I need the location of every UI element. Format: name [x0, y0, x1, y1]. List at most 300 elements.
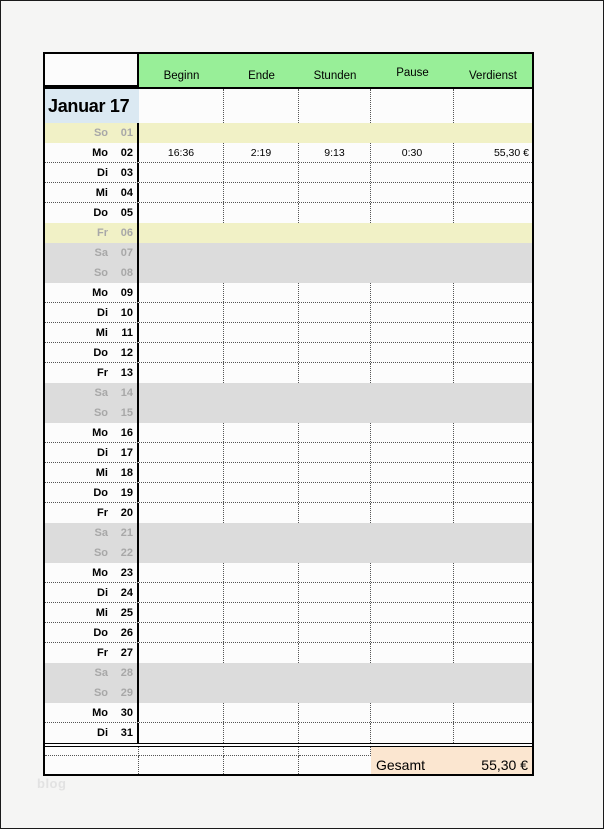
cell-pause[interactable]: [371, 543, 454, 563]
cell-beginn[interactable]: [139, 303, 224, 322]
cell-stunden[interactable]: [299, 223, 371, 243]
cell-pause[interactable]: [371, 323, 454, 342]
footer-cell[interactable]: [299, 756, 371, 774]
table-row: [45, 423, 532, 443]
cell-beginn[interactable]: [139, 703, 224, 722]
day-number: 09: [120, 286, 133, 299]
cell-stunden[interactable]: [299, 663, 371, 683]
footer-cell[interactable]: [224, 756, 299, 774]
cell-beginn[interactable]: [139, 423, 224, 442]
total-value[interactable]: 55,30 €: [454, 756, 532, 774]
cell-ende[interactable]: [224, 523, 299, 543]
day-abbrev: So: [93, 127, 108, 139]
cell-stunden[interactable]: [299, 123, 371, 143]
day-abbrev: Do: [93, 486, 108, 499]
cell-pause[interactable]: [371, 683, 454, 703]
table-row: [45, 643, 532, 663]
day-label-cell[interactable]: [45, 643, 139, 663]
day-label-cell[interactable]: [45, 703, 139, 722]
day-label-cell[interactable]: [45, 463, 139, 482]
column-header-ende[interactable]: Ende: [248, 70, 275, 82]
watermark: blog: [37, 776, 67, 791]
cell-verdienst[interactable]: [454, 603, 532, 622]
cell-verdienst[interactable]: [454, 163, 532, 182]
cell-beginn[interactable]: [139, 403, 224, 423]
day-abbrev: Mo: [92, 426, 108, 439]
cell-verdienst[interactable]: [454, 623, 532, 642]
day-label-cell[interactable]: [45, 623, 139, 642]
cell-ende[interactable]: [224, 243, 299, 263]
month-row-cell[interactable]: [139, 89, 224, 123]
cell-ende[interactable]: [224, 323, 299, 342]
cell-verdienst[interactable]: [454, 243, 532, 263]
cell-verdienst[interactable]: [454, 403, 532, 423]
cell-pause[interactable]: [371, 463, 454, 482]
cell-stunden[interactable]: [299, 263, 371, 283]
cell-beginn[interactable]: [139, 543, 224, 563]
table-row: [45, 283, 532, 303]
day-number: 08: [120, 267, 133, 279]
table-row: [45, 163, 532, 183]
table-row: [45, 443, 532, 463]
day-abbrev: Sa: [94, 667, 108, 679]
cell-ende[interactable]: [224, 383, 299, 403]
cell-stunden[interactable]: [299, 303, 371, 322]
day-number: 24: [120, 586, 133, 599]
day-abbrev: Fr: [97, 647, 108, 659]
day-label-cell[interactable]: [45, 363, 139, 383]
day-abbrev: Sa: [94, 527, 108, 539]
cell-ende[interactable]: [224, 163, 299, 182]
cell-pause[interactable]: 0:30: [371, 143, 454, 162]
month-row-cell[interactable]: [224, 89, 299, 123]
cell-beginn[interactable]: [139, 223, 224, 243]
cell-pause[interactable]: [371, 203, 454, 223]
cell-pause[interactable]: [371, 223, 454, 243]
cell-pause[interactable]: [371, 603, 454, 622]
cell-stunden[interactable]: [299, 623, 371, 642]
day-number: 06: [120, 227, 133, 239]
cell-stunden[interactable]: [299, 323, 371, 342]
cell-stunden[interactable]: [299, 383, 371, 403]
day-number: 29: [120, 687, 133, 699]
table-row: [45, 303, 532, 323]
day-number: 20: [120, 507, 133, 519]
cell-stunden[interactable]: [299, 363, 371, 383]
cell-stunden[interactable]: [299, 163, 371, 182]
day-abbrev: Do: [93, 626, 108, 639]
day-label-cell[interactable]: [45, 343, 139, 362]
day-label-cell[interactable]: [45, 543, 139, 563]
cell-ende[interactable]: [224, 443, 299, 462]
cell-pause[interactable]: [371, 583, 454, 602]
cell-beginn[interactable]: [139, 563, 224, 582]
day-abbrev: Di: [97, 727, 108, 739]
day-label-cell[interactable]: [45, 583, 139, 602]
cell-beginn[interactable]: [139, 363, 224, 383]
cell-beginn[interactable]: [139, 283, 224, 302]
day-abbrev: Sa: [94, 387, 108, 399]
day-number: 14: [120, 387, 133, 399]
cell-ende[interactable]: [224, 303, 299, 322]
cell-ende[interactable]: [224, 683, 299, 703]
day-abbrev: So: [93, 547, 108, 559]
table-row: [45, 703, 532, 723]
cell-pause[interactable]: [371, 383, 454, 403]
column-header-verdienst[interactable]: Verdienst: [469, 70, 517, 82]
cell-ende[interactable]: [224, 723, 299, 743]
day-abbrev: Sa: [94, 247, 108, 259]
day-label-cell[interactable]: [45, 223, 139, 243]
cell-ende[interactable]: [224, 283, 299, 302]
cell-ende[interactable]: [224, 563, 299, 582]
cell-stunden[interactable]: [299, 563, 371, 582]
day-number: 30: [120, 706, 133, 719]
day-abbrev: Mo: [92, 706, 108, 719]
table-row: [45, 623, 532, 643]
cell-verdienst[interactable]: [454, 183, 532, 202]
table-row: [45, 483, 532, 503]
cell-stunden[interactable]: [299, 423, 371, 442]
cell-stunden[interactable]: [299, 403, 371, 423]
cell-stunden[interactable]: [299, 343, 371, 362]
day-number: 02: [120, 146, 133, 159]
month-row-cell[interactable]: [371, 89, 454, 123]
table-row: [45, 463, 532, 483]
day-label-cell[interactable]: [45, 663, 139, 683]
cell-verdienst[interactable]: [454, 683, 532, 703]
table-row: [45, 183, 532, 203]
day-label-cell[interactable]: [45, 383, 139, 403]
cell-ende[interactable]: [224, 183, 299, 202]
day-label-cell[interactable]: [45, 323, 139, 342]
column-header-row: [43, 52, 534, 89]
day-label-cell[interactable]: [45, 203, 139, 223]
cell-stunden[interactable]: [299, 603, 371, 622]
day-number: 10: [120, 306, 133, 319]
day-label-cell[interactable]: [45, 443, 139, 462]
day-label-cell[interactable]: [45, 403, 139, 423]
cell-beginn[interactable]: [139, 263, 224, 283]
day-number: 31: [120, 727, 133, 739]
cell-stunden[interactable]: [299, 503, 371, 523]
cell-ende[interactable]: [224, 263, 299, 283]
cell-verdienst[interactable]: [454, 703, 532, 722]
day-number: 04: [120, 186, 133, 199]
day-number: 22: [120, 547, 133, 559]
day-abbrev: Fr: [97, 507, 108, 519]
day-label-cell[interactable]: [45, 263, 139, 283]
cell-stunden[interactable]: [299, 543, 371, 563]
table-row: [45, 263, 532, 283]
cell-stunden[interactable]: [299, 583, 371, 602]
cell-ende[interactable]: [224, 483, 299, 502]
cell-ende[interactable]: 2:19: [224, 143, 299, 162]
cell-beginn[interactable]: [139, 623, 224, 642]
day-number: 23: [120, 566, 133, 579]
table-row: [45, 583, 532, 603]
column-header-beginn[interactable]: Beginn: [163, 70, 200, 82]
table-row: [45, 143, 532, 163]
cell-beginn[interactable]: [139, 123, 224, 143]
cell-pause[interactable]: [371, 283, 454, 302]
cell-pause[interactable]: [371, 663, 454, 683]
cell-verdienst[interactable]: [454, 523, 532, 543]
cell-ende[interactable]: [224, 623, 299, 642]
cell-verdienst[interactable]: [454, 583, 532, 602]
cell-beginn[interactable]: [139, 463, 224, 482]
cell-stunden[interactable]: 9:13: [299, 143, 371, 162]
table-row: [45, 383, 532, 403]
cell-stunden[interactable]: [299, 243, 371, 263]
table-row: [45, 203, 532, 223]
table-row: [45, 523, 532, 543]
day-number: 27: [120, 647, 133, 659]
cell-verdienst[interactable]: [454, 363, 532, 383]
cell-stunden[interactable]: [299, 723, 371, 743]
day-abbrev: Do: [93, 346, 108, 359]
day-abbrev: So: [93, 407, 108, 419]
day-abbrev: Di: [97, 306, 108, 319]
cell-verdienst[interactable]: [454, 123, 532, 143]
day-label-cell[interactable]: [45, 243, 139, 263]
cell-ende[interactable]: [224, 583, 299, 602]
day-number: 01: [120, 127, 133, 139]
day-abbrev: So: [93, 267, 108, 279]
cell-verdienst[interactable]: [454, 203, 532, 223]
cell-beginn[interactable]: [139, 603, 224, 622]
month-row-cell[interactable]: [299, 89, 371, 123]
day-label-cell[interactable]: [45, 503, 139, 523]
day-label-cell[interactable]: [45, 163, 139, 182]
cell-verdienst[interactable]: [454, 263, 532, 283]
cell-pause[interactable]: [371, 423, 454, 442]
cell-beginn[interactable]: 16:36: [139, 143, 224, 162]
cell-verdienst[interactable]: [454, 343, 532, 362]
day-abbrev: Di: [97, 586, 108, 599]
cell-beginn[interactable]: [139, 203, 224, 223]
cell-verdienst[interactable]: 55,30 €: [493, 146, 529, 159]
cell-pause[interactable]: [371, 123, 454, 143]
day-abbrev: Mo: [92, 146, 108, 159]
cell-ende[interactable]: [224, 123, 299, 143]
table-row: [45, 343, 532, 363]
cell-verdienst[interactable]: [454, 223, 532, 243]
day-abbrev: So: [93, 687, 108, 699]
day-number: 11: [121, 326, 133, 339]
day-number: 19: [120, 486, 133, 499]
cell-beginn[interactable]: [139, 443, 224, 462]
day-abbrev: Do: [93, 207, 108, 219]
day-label-cell[interactable]: [45, 123, 139, 143]
month-title[interactable]: Januar 17: [45, 89, 139, 123]
day-number: 18: [120, 466, 133, 479]
day-abbrev: Di: [97, 166, 108, 179]
total-label[interactable]: Gesamt: [371, 756, 454, 774]
cell-stunden[interactable]: [299, 183, 371, 202]
table-body: [43, 89, 534, 776]
day-abbrev: Mi: [95, 606, 108, 619]
cell-verdienst[interactable]: [454, 723, 532, 743]
cell-verdienst[interactable]: [454, 463, 532, 482]
day-abbrev: Mi: [95, 326, 108, 339]
cell-pause[interactable]: [371, 523, 454, 543]
cell-beginn[interactable]: [139, 343, 224, 362]
day-abbrev: Di: [97, 446, 108, 459]
cell-pause[interactable]: [371, 703, 454, 722]
cell-beginn[interactable]: [139, 643, 224, 663]
cell-pause[interactable]: [371, 363, 454, 383]
footer-cell[interactable]: [224, 747, 299, 756]
cell-beginn[interactable]: [139, 323, 224, 342]
day-label-cell[interactable]: [45, 723, 139, 743]
day-abbrev: Fr: [97, 227, 108, 239]
cell-stunden[interactable]: [299, 483, 371, 502]
cell-ende[interactable]: [224, 463, 299, 482]
day-label-cell[interactable]: [45, 563, 139, 582]
day-number: 28: [120, 667, 133, 679]
cell-ende[interactable]: [224, 663, 299, 683]
cell-stunden[interactable]: [299, 203, 371, 223]
cell-verdienst[interactable]: [454, 483, 532, 502]
timesheet-table: [43, 52, 534, 776]
table-row: [45, 603, 532, 623]
cell-beginn[interactable]: [139, 183, 224, 202]
table-row: [45, 363, 532, 383]
cell-verdienst[interactable]: [454, 383, 532, 403]
corner-cell[interactable]: [43, 52, 139, 87]
column-header-band: [139, 52, 534, 87]
cell-pause[interactable]: [371, 723, 454, 743]
cell-beginn[interactable]: [139, 683, 224, 703]
day-label-cell[interactable]: [45, 523, 139, 543]
footer-cell[interactable]: [45, 747, 139, 756]
day-number: 15: [120, 407, 133, 419]
cell-verdienst[interactable]: [454, 423, 532, 442]
cell-verdienst[interactable]: [454, 303, 532, 322]
cell-pause[interactable]: [371, 563, 454, 582]
day-number: 13: [120, 367, 133, 379]
cell-ende[interactable]: [224, 343, 299, 362]
cell-ende[interactable]: [224, 403, 299, 423]
cell-stunden[interactable]: [299, 683, 371, 703]
column-header-pause[interactable]: Pause: [396, 67, 429, 79]
day-number: 26: [120, 626, 133, 639]
cell-stunden[interactable]: [299, 523, 371, 543]
table-row: [45, 123, 532, 143]
cell-ende[interactable]: [224, 363, 299, 383]
cell-pause[interactable]: [371, 403, 454, 423]
cell-verdienst[interactable]: [454, 543, 532, 563]
cell-ende[interactable]: [224, 643, 299, 663]
cell-ende[interactable]: [224, 423, 299, 442]
cell-pause[interactable]: [371, 483, 454, 502]
cell-pause[interactable]: [371, 163, 454, 182]
month-row: [45, 89, 532, 123]
cell-beginn[interactable]: [139, 523, 224, 543]
day-label-cell[interactable]: [45, 283, 139, 302]
footer-cell[interactable]: [45, 756, 139, 774]
table-row: [45, 243, 532, 263]
day-label-cell[interactable]: [45, 303, 139, 322]
cell-ende[interactable]: [224, 223, 299, 243]
table-row: [45, 723, 532, 743]
cell-beginn[interactable]: [139, 483, 224, 502]
day-abbrev: Mo: [92, 286, 108, 299]
cell-beginn[interactable]: [139, 163, 224, 182]
day-rows: [45, 123, 532, 743]
table-row: [45, 563, 532, 583]
day-number: 21: [120, 527, 133, 539]
cell-verdienst[interactable]: [454, 563, 532, 582]
cell-ende[interactable]: [224, 703, 299, 722]
cell-stunden[interactable]: [299, 443, 371, 462]
month-row-cell[interactable]: [454, 89, 532, 123]
cell-pause[interactable]: [371, 643, 454, 663]
cell-verdienst[interactable]: [454, 443, 532, 462]
table-row: [45, 223, 532, 243]
table-row: [45, 663, 532, 683]
footer-cell[interactable]: [139, 756, 224, 774]
cell-verdienst[interactable]: [454, 663, 532, 683]
footer-cell[interactable]: [139, 747, 224, 756]
cell-stunden[interactable]: [299, 703, 371, 722]
cell-pause[interactable]: [371, 303, 454, 322]
cell-ende[interactable]: [224, 543, 299, 563]
day-number: 25: [120, 606, 133, 619]
footer-cell[interactable]: [299, 747, 371, 756]
day-label-cell[interactable]: [45, 683, 139, 703]
footer-cell[interactable]: [371, 747, 532, 756]
day-number: 16: [120, 426, 133, 439]
cell-pause[interactable]: [371, 443, 454, 462]
cell-beginn[interactable]: [139, 503, 224, 523]
cell-pause[interactable]: [371, 263, 454, 283]
cell-stunden[interactable]: [299, 463, 371, 482]
cell-pause[interactable]: [371, 503, 454, 523]
cell-stunden[interactable]: [299, 283, 371, 302]
cell-beginn[interactable]: [139, 583, 224, 602]
day-label-cell[interactable]: [45, 603, 139, 622]
day-number: 07: [120, 247, 133, 259]
day-label-cell[interactable]: [45, 423, 139, 442]
cell-verdienst[interactable]: [454, 283, 532, 302]
cell-pause[interactable]: [371, 623, 454, 642]
cell-pause[interactable]: [371, 343, 454, 362]
table-row: [45, 503, 532, 523]
column-header-stunden[interactable]: Stunden: [313, 70, 357, 82]
cell-beginn[interactable]: [139, 723, 224, 743]
day-label-cell[interactable]: [45, 483, 139, 502]
cell-stunden[interactable]: [299, 643, 371, 663]
cell-beginn[interactable]: [139, 383, 224, 403]
cell-verdienst[interactable]: [454, 323, 532, 342]
cell-ende[interactable]: [224, 203, 299, 223]
cell-pause[interactable]: [371, 243, 454, 263]
cell-beginn[interactable]: [139, 663, 224, 683]
day-label-cell[interactable]: [45, 183, 139, 202]
table-row: [45, 683, 532, 703]
cell-verdienst[interactable]: [454, 503, 532, 523]
day-abbrev: Mi: [95, 186, 108, 199]
cell-ende[interactable]: [224, 503, 299, 523]
day-label-cell[interactable]: [45, 143, 139, 162]
cell-verdienst[interactable]: [454, 643, 532, 663]
cell-beginn[interactable]: [139, 243, 224, 263]
day-number: 17: [120, 446, 133, 459]
cell-ende[interactable]: [224, 603, 299, 622]
cell-pause[interactable]: [371, 183, 454, 202]
